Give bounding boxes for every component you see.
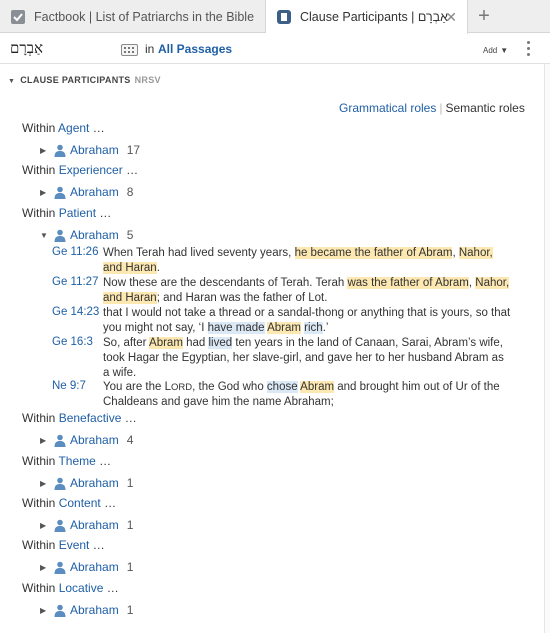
verse-reference-link[interactable]: Ge 14:23 [52, 306, 100, 318]
verse-segment: When Terah had lived seventy years, [103, 247, 295, 259]
within-role-heading: Within Locative … [22, 581, 119, 595]
verse-text [103, 380, 513, 410]
verb-highlight: lived [208, 337, 233, 349]
verb-highlight: have made [207, 322, 265, 334]
role-link[interactable]: Event [58, 538, 90, 552]
participant-node[interactable] [40, 143, 140, 157]
within-role-heading: Within Theme … [22, 454, 112, 468]
participant-node[interactable] [40, 185, 133, 199]
participant-highlight: Nahor, [458, 247, 493, 259]
occurrence-count: 1 [126, 560, 134, 574]
verb-highlight: chose [266, 381, 298, 393]
occurrence-count: 1 [126, 476, 134, 490]
more-options-icon[interactable] [527, 41, 531, 59]
verse-segment: ten years in the land of Canaan, Sarai, Abram’s wife, took Hagar the Egyptian, her slave-girl, and gave her to her husband Abram as a wife. [103, 337, 504, 379]
participant-node[interactable] [40, 603, 133, 617]
caret-right-icon[interactable]: ▶ [40, 520, 47, 530]
caret-right-icon[interactable]: ▶ [40, 605, 47, 615]
occurrence-count: 8 [126, 185, 134, 199]
caret-down-icon[interactable]: ▼ [40, 230, 48, 240]
small-caps-text: ORD [171, 382, 193, 393]
occurrence-count: 17 [126, 143, 141, 157]
within-role-heading: Within Benefactive … [22, 411, 137, 425]
participant-name[interactable]: Abraham [70, 476, 119, 490]
verse-segment: and brought him out of Ur of the Chaldeans and gave him the name Abraham; [103, 381, 500, 408]
within-role-heading: Within Event … [22, 538, 105, 552]
add-label: Add [483, 46, 498, 55]
participant-highlight: and Haran [103, 262, 157, 274]
verse-segment: that I would not take a thread or a sandal-thong or anything that is yours, so that you might not say, ‘I [103, 307, 511, 334]
participant-name[interactable]: Abraham [70, 560, 119, 574]
search-input[interactable]: אַבְרָם [10, 39, 43, 57]
add-button[interactable] [480, 42, 508, 56]
verse-text [103, 276, 513, 306]
verse-segment: You are the L [103, 381, 171, 393]
participant-name[interactable]: Abraham [70, 143, 119, 157]
verse-segment: So, after [103, 337, 150, 349]
verse-text [103, 336, 513, 381]
role-link[interactable]: Theme [58, 454, 96, 468]
verse-segment: ; and Haran was the father of Lot. [156, 292, 328, 304]
role-link[interactable]: Benefactive [58, 411, 122, 425]
verse-text [103, 246, 513, 276]
separator: | [439, 101, 443, 115]
verse-reference-link[interactable]: Ge 16:3 [52, 336, 93, 348]
person-icon [54, 144, 66, 157]
in-label: in [145, 42, 155, 56]
tab-label: Factbook | List of Patriarchs in the Bible [34, 9, 255, 24]
caret-right-icon[interactable]: ▶ [40, 187, 47, 197]
role-link[interactable]: Locative [58, 581, 104, 595]
participant-name[interactable]: Abraham [70, 185, 119, 199]
person-icon [54, 229, 66, 242]
participant-name[interactable]: Abraham [70, 228, 119, 242]
close-icon[interactable]: ✕ [445, 9, 457, 25]
search-bar [0, 34, 550, 64]
role-link[interactable]: Agent [58, 121, 90, 135]
version-label: NRSV [134, 75, 161, 85]
verse-segment: , [468, 277, 476, 289]
participant-highlight: Abram [267, 322, 301, 334]
participant-name[interactable]: Abraham [70, 518, 119, 532]
role-toggle [339, 101, 525, 115]
grammatical-roles-link[interactable]: Grammatical roles [339, 101, 437, 115]
participant-highlight: was the father of Abram [347, 277, 469, 289]
participant-node[interactable] [40, 560, 133, 574]
within-role-heading: Within Experiencer … [22, 163, 139, 177]
occurrence-count: 4 [126, 433, 134, 447]
scrollbar[interactable] [544, 64, 550, 633]
person-icon [54, 604, 66, 617]
section-title: CLAUSE PARTICIPANTS [20, 75, 131, 85]
caret-down-icon: ▼ [8, 78, 16, 85]
participant-node[interactable] [40, 476, 133, 490]
participant-highlight: he became the father of Abram [294, 247, 453, 259]
tab-clause-participants[interactable] [266, 0, 468, 34]
participant-highlight: Abram [300, 381, 335, 393]
person-icon [54, 434, 66, 447]
participant-name[interactable]: Abraham [70, 603, 119, 617]
verse-segment: had [182, 337, 209, 349]
verse-reference-link[interactable]: Ne 9:7 [52, 380, 86, 392]
participant-highlight: Nahor, and Haran [103, 277, 510, 304]
person-icon [54, 561, 66, 574]
verse-segment: . [156, 262, 160, 274]
participant-name[interactable]: Abraham [70, 433, 119, 447]
chevron-down-icon: ▼ [500, 46, 509, 55]
new-tab-button[interactable]: + [478, 5, 490, 27]
verb-highlight: rich [304, 322, 323, 334]
verse-segment: , [452, 247, 459, 259]
keyboard-icon[interactable] [121, 44, 138, 56]
occurrence-count: 5 [126, 228, 134, 242]
participant-node[interactable] [40, 228, 133, 242]
role-link[interactable]: Content [58, 496, 101, 510]
within-role-heading: Within Agent … [22, 121, 105, 135]
tab-factbook[interactable] [0, 0, 266, 33]
occurrence-count: 1 [126, 603, 134, 617]
caret-right-icon[interactable]: ▶ [40, 145, 47, 155]
occurrence-count: 1 [126, 518, 134, 532]
person-icon [54, 186, 66, 199]
tab-label: Clause Participants | אַבְרָם [300, 10, 448, 24]
caret-right-icon[interactable]: ▶ [40, 478, 47, 488]
verse-reference-link[interactable]: Ge 11:26 [52, 246, 99, 258]
verse-segment: .’ [322, 322, 329, 334]
within-role-heading: Within Content … [22, 496, 117, 510]
person-icon [54, 519, 66, 532]
tab-bar [0, 0, 550, 33]
participant-highlight: Abram [149, 337, 183, 349]
checkbox-icon [10, 9, 26, 25]
within-role-heading: Within Patient … [22, 206, 112, 220]
caret-right-icon[interactable]: ▶ [40, 435, 47, 445]
semantic-roles-link[interactable]: Semantic roles [445, 101, 525, 115]
document-icon [276, 9, 292, 25]
participant-node[interactable] [40, 433, 133, 447]
person-icon [54, 477, 66, 490]
verse-segment: , the God who [192, 381, 267, 393]
section-header[interactable] [8, 75, 161, 85]
role-link[interactable]: Experiencer [58, 163, 123, 177]
caret-right-icon[interactable]: ▶ [40, 562, 47, 572]
range-selector[interactable]: All Passages [158, 42, 233, 56]
role-link[interactable]: Patient [58, 206, 97, 220]
verse-reference-link[interactable]: Ge 11:27 [52, 276, 99, 288]
verse-segment: Now these are the descendants of Terah. Terah [103, 277, 348, 289]
verse-text [103, 306, 513, 336]
participant-node[interactable] [40, 518, 133, 532]
